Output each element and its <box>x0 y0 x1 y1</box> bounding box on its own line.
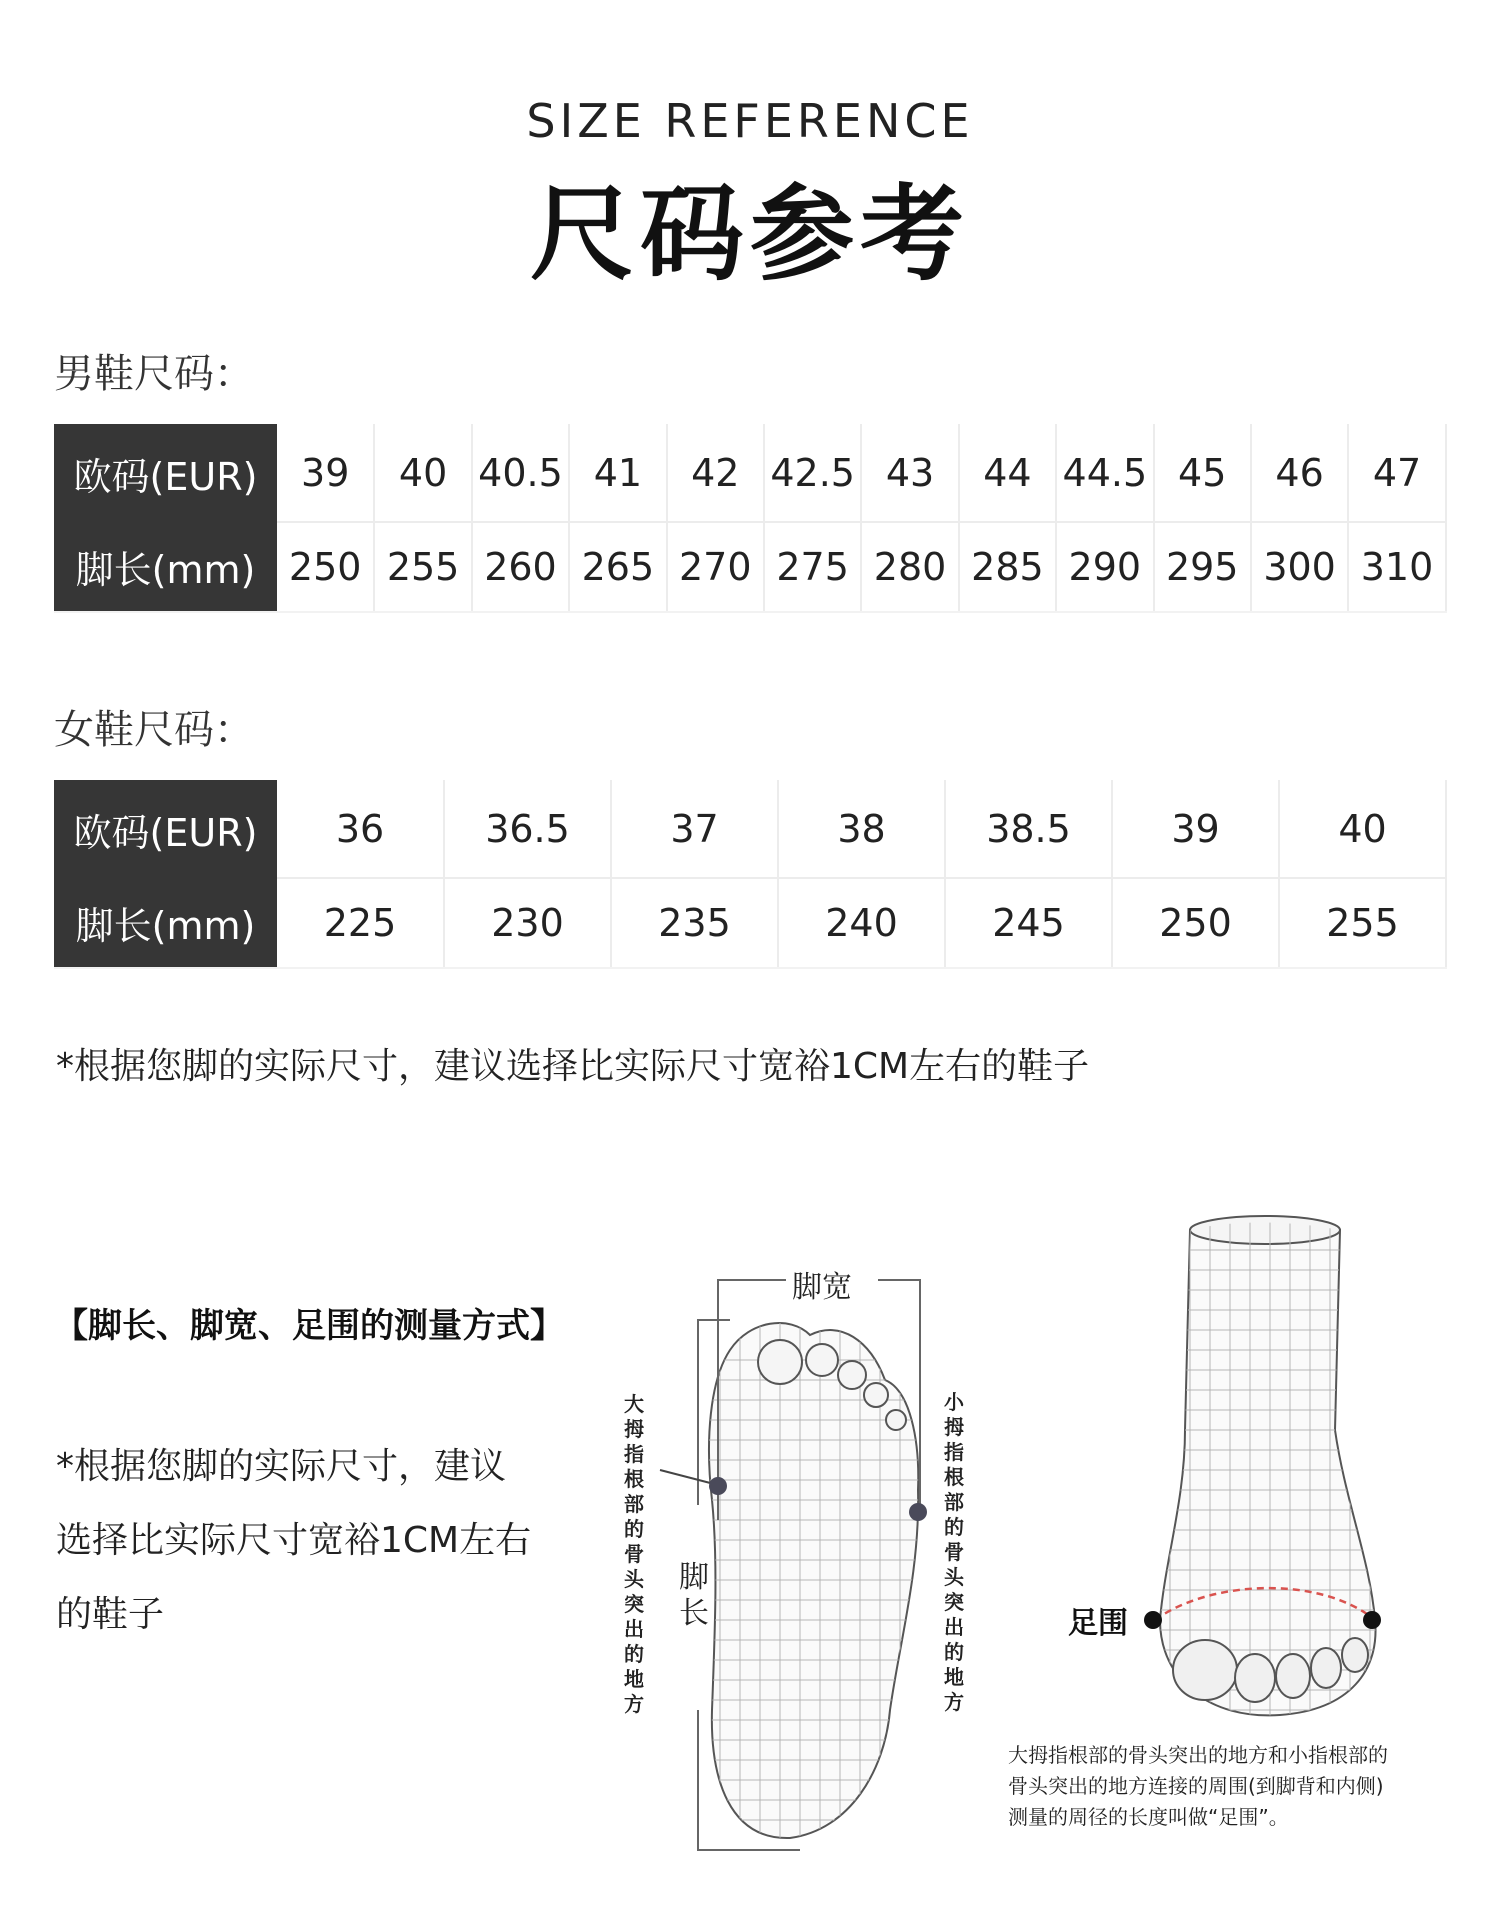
women-eur-cell: 38.5 <box>945 780 1112 878</box>
women-length-cell: 245 <box>945 878 1112 968</box>
men-section-label: 男鞋尺码： <box>54 351 254 397</box>
caption-line: 骨头突出的地方连接的周围(到脚背和内侧) <box>1008 1774 1384 1798</box>
little-toe-label: 小拇指根部的骨头突出的地方 <box>944 1390 964 1714</box>
men-length-cell: 290 <box>1056 522 1153 612</box>
men-eur-cell: 43 <box>861 424 958 522</box>
men-eur-cell: 42.5 <box>764 424 861 522</box>
men-length-cell: 250 <box>277 522 374 612</box>
women-length-header: 脚长(mm) <box>54 878 277 968</box>
men-eur-cell: 46 <box>1251 424 1348 522</box>
women-eur-cell: 37 <box>611 780 778 878</box>
men-length-cell: 295 <box>1154 522 1251 612</box>
men-eur-cell: 47 <box>1348 424 1445 522</box>
women-eur-cell: 36.5 <box>444 780 611 878</box>
men-eur-cell: 42 <box>667 424 764 522</box>
women-section-label: 女鞋尺码： <box>54 707 254 753</box>
subtitle-en: SIZE REFERENCE <box>526 94 974 148</box>
girth-caption <box>1008 1740 1448 1833</box>
women-length-row <box>54 878 1446 968</box>
men-eur-cell: 45 <box>1154 424 1251 522</box>
women-eur-header: 欧码(EUR) <box>54 780 277 878</box>
men-length-cell: 310 <box>1348 522 1445 612</box>
men-eur-cell: 41 <box>569 424 666 522</box>
men-length-cell: 285 <box>959 522 1056 612</box>
women-eur-cell: 40 <box>1279 780 1446 878</box>
foot-sole-diagram <box>600 1240 980 1860</box>
caption-line: 大拇指根部的骨头突出的地方和小指根部的 <box>1008 1743 1388 1767</box>
men-length-cell: 270 <box>667 522 764 612</box>
men-eur-header: 欧码(EUR) <box>54 424 277 522</box>
page-title: 尺码参考 <box>529 173 970 295</box>
men-length-cell: 280 <box>861 522 958 612</box>
women-length-cell: 230 <box>444 878 611 968</box>
girth-left-point-icon <box>1144 1611 1162 1629</box>
big-toe-label: 大拇指根部的骨头突出的地方 <box>624 1392 644 1716</box>
men-length-cell: 265 <box>569 522 666 612</box>
little-toe-point-icon <box>909 1503 927 1521</box>
men-length-row <box>54 522 1446 612</box>
women-eur-row <box>54 780 1446 878</box>
men-length-header: 脚长(mm) <box>54 522 277 612</box>
women-size-table <box>54 780 1447 969</box>
women-eur-cell: 38 <box>778 780 945 878</box>
width-label: 脚宽 <box>786 1262 858 1306</box>
men-length-cell: 300 <box>1251 522 1348 612</box>
men-length-cell: 260 <box>472 522 569 612</box>
men-size-table <box>54 424 1447 613</box>
foot-3d-icon <box>1150 1216 1390 1720</box>
method-title: 【脚长、脚宽、足围的测量方式】 <box>54 1306 564 1346</box>
men-eur-cell: 44 <box>959 424 1056 522</box>
men-length-cell: 255 <box>374 522 471 612</box>
men-eur-cell: 39 <box>277 424 374 522</box>
women-length-cell: 255 <box>1279 878 1446 968</box>
foot-sole-icon <box>700 1320 930 1850</box>
men-length-cell: 275 <box>764 522 861 612</box>
men-eur-row <box>54 424 1446 522</box>
method-note-line: 的鞋子 <box>56 1594 165 1635</box>
women-length-cell: 225 <box>277 878 444 968</box>
women-length-cell: 250 <box>1112 878 1279 968</box>
girth-right-point-icon <box>1363 1611 1381 1629</box>
women-length-cell: 240 <box>778 878 945 968</box>
foot-girth-diagram <box>1130 1200 1410 1730</box>
method-note <box>56 1430 596 1652</box>
men-eur-cell: 44.5 <box>1056 424 1153 522</box>
caption-line: 测量的周径的长度叫做“足围”。 <box>1008 1805 1289 1829</box>
method-note-line: *根据您脚的实际尺寸，建议 <box>56 1446 507 1487</box>
size-note: *根据您脚的实际尺寸，建议选择比实际尺寸宽裕1CM左右的鞋子 <box>56 1046 1090 1087</box>
women-eur-cell: 36 <box>277 780 444 878</box>
men-eur-cell: 40 <box>374 424 471 522</box>
women-eur-cell: 39 <box>1112 780 1279 878</box>
big-toe-point-icon <box>709 1477 727 1495</box>
length-label: 脚长 <box>679 1560 709 1631</box>
men-eur-cell: 40.5 <box>472 424 569 522</box>
girth-label: 足围 <box>1068 1606 1128 1641</box>
method-note-line: 选择比实际尺寸宽裕1CM左右 <box>56 1520 532 1561</box>
women-length-cell: 235 <box>611 878 778 968</box>
